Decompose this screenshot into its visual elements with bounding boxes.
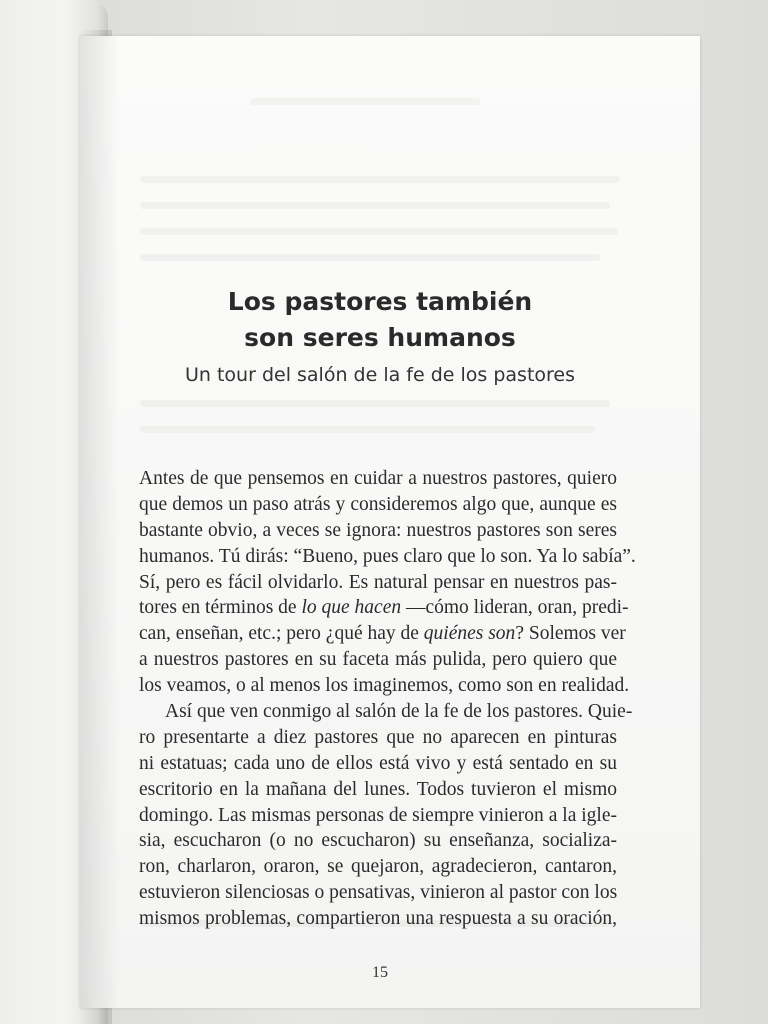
- text-line: [139, 544, 636, 570]
- chapter-subtitle: Un tour del salón de la fe de los pastores: [184, 364, 575, 386]
- text-line: [139, 673, 630, 699]
- text-run: ron, charlaron, oraron, se quejaron, agradecieron, cantaron,: [139, 856, 617, 878]
- show-through-line: [140, 254, 600, 261]
- text-line: [139, 518, 617, 544]
- text-line: [139, 466, 617, 492]
- show-through-line: [140, 400, 610, 407]
- text-run: can, enseñan, etc.; pero ¿qué hay de: [139, 623, 424, 645]
- show-through-line: [140, 228, 618, 235]
- show-through-line: [140, 176, 620, 183]
- text-run: estuvieron silenciosas o pensativas, vinieron al pastor con los: [139, 882, 618, 904]
- text-line: [139, 621, 626, 647]
- chapter-title-line: Los pastores también: [227, 287, 533, 316]
- text-line: [139, 725, 617, 751]
- body-text: [139, 466, 636, 932]
- text-line: [139, 647, 617, 673]
- text-line: [139, 906, 617, 932]
- text-run: —cómo lideran, oran, predi-: [401, 597, 629, 619]
- text-line: [139, 570, 617, 596]
- italic-phrase: quiénes son: [423, 623, 516, 645]
- chapter-title: [120, 284, 640, 356]
- text-run: los veamos, o al menos los imaginemos, como son en realidad.: [139, 675, 630, 697]
- text-run: que demos un paso atrás y consideremos algo que, aunque es: [139, 493, 617, 515]
- paragraph: [139, 699, 633, 932]
- text-run: ? Solemos ver: [515, 623, 626, 645]
- page-number: 15: [372, 964, 388, 981]
- text-run: Así que ven conmigo al salón de la fe de los pastores. Quie-: [165, 701, 633, 723]
- show-through-line: [140, 202, 610, 209]
- text-run: escritorio en la mañana del lunes. Todos tuvieron el mismo: [139, 778, 617, 800]
- text-run: ro presentarte a diez pastores que no aparecen en pinturas: [139, 726, 617, 748]
- text-run: Antes de que pensemos en cuidar a nuestros pastores, quiero: [139, 468, 617, 489]
- chapter-title-line: son seres humanos: [244, 323, 516, 352]
- text-run: mismos problemas, compartieron una respuesta a su oración,: [139, 908, 617, 930]
- text-run: humanos. Tú dirás: “Bueno, pues claro que lo son. Ya lo sabía”.: [139, 545, 636, 567]
- text-line: [139, 880, 617, 906]
- show-through-line: [250, 98, 480, 105]
- text-line: [139, 777, 617, 803]
- text-run: domingo. Las mismas personas de siempre vinieron a la igle-: [139, 804, 617, 826]
- paragraph: [139, 466, 636, 699]
- text-line: [139, 595, 629, 621]
- text-run: a nuestros pastores en su faceta más pulida, pero quiero que: [139, 649, 617, 671]
- text-run: tores en términos de: [139, 597, 302, 619]
- page-gutter-shadow: [80, 36, 120, 1008]
- italic-phrase: lo que hacen: [301, 597, 402, 619]
- text-run: Sí, pero es fácil olvidarlo. Es natural pensar en nuestros pas-: [139, 571, 617, 593]
- text-line: [139, 828, 617, 854]
- text-run: sia, escucharon (o no escucharon) su enseñanza, socializa-: [139, 830, 617, 852]
- show-through-line: [140, 426, 595, 433]
- text-run: bastante obvio, a veces se ignora: nuestros pastores son seres: [139, 519, 617, 541]
- text-line: [139, 751, 617, 777]
- text-line: [139, 854, 617, 880]
- text-line: [139, 803, 617, 829]
- text-line: [139, 699, 633, 725]
- text-line: [139, 492, 617, 518]
- text-run: ni estatuas; cada uno de ellos está vivo y está sentado en su: [139, 752, 617, 774]
